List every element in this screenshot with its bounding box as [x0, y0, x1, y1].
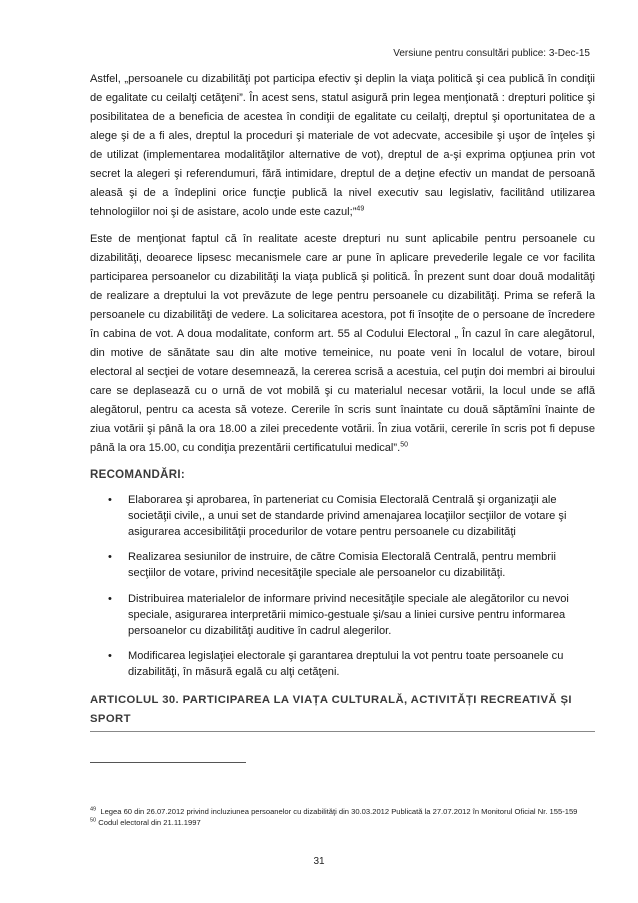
recommendation-item: [90, 592, 595, 639]
paragraph-reality-text: Este de menţionat faptul că în realitate aceste drepturi nu sunt aplicabile pentru persoanele cu dizabilităţi, deoarece lipsesc mecanismele care ar pune în aplicare prevederile legale ce vor facilita participarea persoanelor cu dizabilităţi la viaţa publică şi politică. În prezent sunt doar două modalităţi de realizare a dreptului la vot prevăzute de lege pentru persoanele cu dizabilităţi. Prima se referă la persoanele cu dizabilităţi de vedere. La solicitarea acestora, pot fi însoţite de o persoane de încredere în cabina de vot. A doua modalitate, conform art. 55 al Codului Electoral „ În cazul în care alegătorul, din motive de sănătate sau din alte motive temeinice, nu poate veni în localul de votare, biroul electoral al secţiei de votare desemnează, la cererea scrisă a acestuia, cel puţin doi membri ai biroului care se deplasează cu o urnă de vot mobilă şi cu materialul necesar votării, la locul unde se află alegătorul, pentru ca acesta să voteze. Cererile în scris sunt înaintate cu două săptămîni înainte de ziua votării şi până la ora 18.00 a zilei precedente votării. În ziua votării, cererile în scris pot fi depuse până la ora 15.00, cu condiţia prezentării certificatului medical”.: [90, 233, 595, 454]
recommendation-text: Realizarea sesiunilor de instruire, de către Comisia Electorală Centrală, pentru membrii secţiilor de votare, privind necesităţile speciale ale persoanelor cu dizabilităţi.: [128, 551, 556, 580]
page-body: [90, 70, 595, 732]
bullet-icon: •: [108, 592, 112, 605]
recommendation-item: [90, 550, 595, 582]
footnote-text: Codul electoral din 21.11.1997: [98, 817, 201, 827]
bullet-icon: •: [108, 650, 112, 663]
recommendation-item: [90, 493, 595, 540]
article-heading: ARTICOLUL 30. PARTICIPAREA LA VIAȚA CULTURALĂ, ACTIVITĂȚI RECREATIVĂ ȘI SPORT: [90, 691, 595, 732]
footnote-number: 49: [90, 806, 97, 813]
recommendations-title: RECOMANDĂRI:: [90, 469, 185, 481]
recommendation-text: Elaborarea şi aprobarea, în parteneriat cu Comisia Electorală Centrală şi organizaţii ale societăţii civile,, a unui set de standarde privind amenajarea locaţiilor secţiilor de votare şi asigurarea accesibilităţii procedurilor de votare pentru persoanele cu dizabilităţi: [128, 494, 567, 538]
footnote-number: 50: [90, 816, 97, 823]
footnote-separator: [90, 762, 246, 763]
bullet-icon: •: [108, 494, 112, 506]
footnote-ref-49[interactable]: 49: [356, 205, 365, 213]
footnote-text: Legea 60 din 26.07.2012 privind incluziunea persoanelor cu dizabilităţi din 30.03.2012 Publicată la 27.07.2012 în Monitorul Oficial Nr. 155-159: [100, 807, 578, 816]
footnote-item: [90, 807, 595, 818]
page-number: 31: [313, 856, 325, 867]
footnote-ref-50[interactable]: 50: [400, 441, 408, 449]
footnotes: [90, 807, 595, 828]
paragraph-rights: [90, 70, 595, 222]
document-header: Versiune pentru consultări publice: 3-Dec-15: [393, 48, 590, 59]
recommendation-text: Distribuirea materialelor de informare privind necesităţile speciale ale alegătorilor cu nevoi speciale, asigurarea interpretării mimico-gestuale şi/sau a liniei cursive pentru informarea persoanelor cu dizabilităţi auditive în cadrul alegerilor.: [128, 592, 569, 637]
paragraph-reality: [90, 230, 595, 458]
paragraph-rights-text: Astfel, „persoanele cu dizabilităţi pot participa efectiv şi deplin la viaţa politică şi cea publică în condiţii de egalitate cu ceilalţi cetăţeni”. În acest sens, statul asigură prin legea menţionată : drepturi politice şi posibilitatea de a beneficia de acestea în condiţii de egalitate cu ceilalţi, dreptul şi oportunitatea de a alege şi de a fi ales, dreptul la proceduri şi materiale de vot adecvate, accesibile şi uşor de înţeles şi de utilizat (implementarea modalităţilor alternative de vot), dreptul de a-şi exprima opţiunea prin vot secret la alegeri şi referendumuri, fără intimidare, dreptul de a deţine efectiv un mandat de persoană aleasă şi de a îndeplini orice funcţie publică la nivel executiv sau legislativ, facilitând utilizarea tehnologiilor noi şi de asistare, acolo unde este cazul;”: [90, 73, 595, 218]
footnote-item: [90, 818, 595, 829]
recommendation-text: Modificarea legislaţiei electorale şi garantarea dreptului la vot pentru toate persoanele cu dizabilităţi, în măsură egală cu alţi cetăţeni.: [128, 650, 564, 679]
recommendations-list: [90, 493, 595, 681]
recommendation-item: [90, 649, 595, 681]
bullet-icon: •: [108, 551, 112, 564]
